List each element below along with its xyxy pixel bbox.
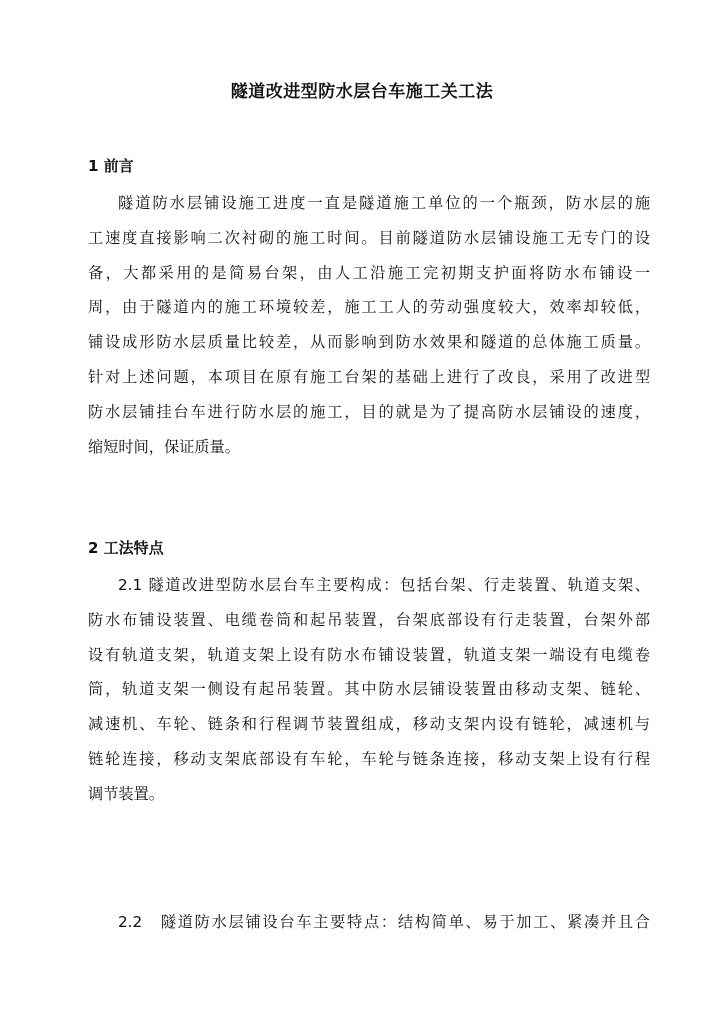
paragraph-line: 调节装置。: [88, 784, 164, 803]
paragraph-line: 隧道防水层铺设施工进度一直是隧道施工单位的一个瓶颈，防水层的施: [118, 194, 650, 212]
paragraph-line: 缩短时间，保证质量。: [88, 437, 240, 456]
document-title: 隧道改进型防水层台车施工关工法: [230, 82, 494, 102]
paragraph-line: 设有轨道支架，轨道支架上设有防水布铺设装置，轨道支架一端设有电缆卷: [88, 645, 650, 664]
section-heading-intro: 1 前言: [88, 157, 134, 175]
paragraph-line: 防水布铺设装置、电缆卷筒和起吊装置，台架底部设有行走装置，台架外部: [88, 610, 650, 629]
paragraph-line: 减速机、车轮、链条和行程调节装置组成，移动支架内设有链轮，减速机与: [88, 715, 650, 734]
paragraph-line: 链轮连接，移动支架底部设有车轮，车轮与链条连接，移动支架上设有行程: [88, 749, 650, 768]
paragraph-line: 针对上述问题，本项目在原有施工台架的基础上进行了改良，采用了改进型: [88, 367, 650, 386]
paragraph-line: 周，由于隧道内的施工环境较差，施工工人的劳动强度较大，效率却较低，: [88, 298, 650, 317]
paragraph-line: 筒，轨道支架一侧设有起吊装置。其中防水层铺设装置由移动支架、链轮、: [88, 680, 650, 699]
paragraph-line: 防水层铺挂台车进行防水层的施工，目的就是为了提高防水层铺设的速度，: [88, 402, 650, 421]
section-intro-paragraph: [88, 186, 650, 464]
paragraph-line: 2.1 隧道改进型防水层台车主要构成：包括台架、行走装置、轨道支架、: [118, 576, 650, 594]
subsection-2-2-paragraph: [88, 905, 650, 940]
section-features-paragraph: [88, 568, 650, 812]
paragraph-line: 备，大都采用的是简易台架，由人工沿施工完初期支护面将防水布铺设一: [88, 263, 650, 282]
paragraph-line: 铺设成形防水层质量比较差，从而影响到防水效果和隧道的总体施工质量。: [88, 333, 650, 352]
paragraph-line: 工速度直接影响二次衬砌的施工时间。目前隧道防水层铺设施工无专门的设: [88, 228, 650, 247]
paragraph-line: 2.2 隧道防水层铺设台车主要特点：结构简单、易于加工、紧凑并且合: [118, 913, 650, 931]
section-heading-features: 2 工法特点: [88, 539, 164, 557]
